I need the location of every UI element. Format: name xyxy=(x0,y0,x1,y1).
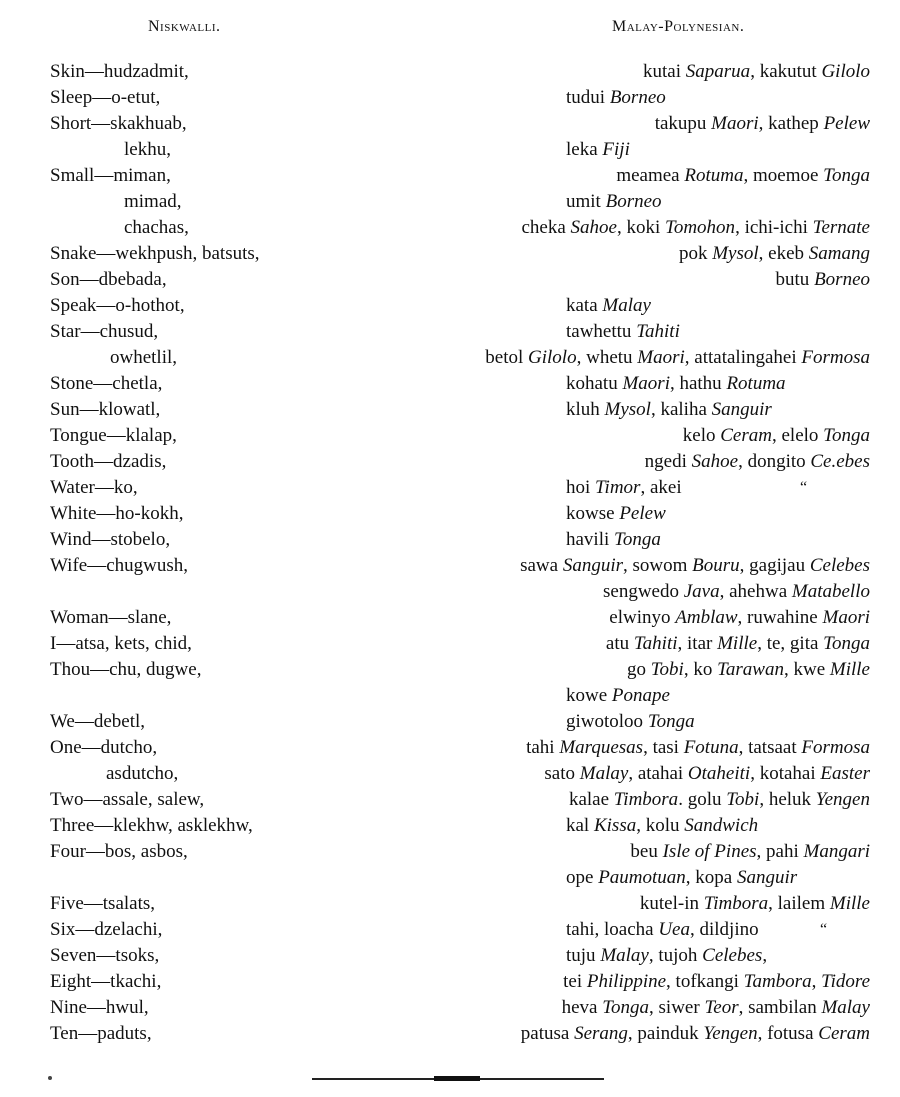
vocabulary-row xyxy=(0,657,900,683)
cognate-word: cheka xyxy=(521,217,571,238)
cognate-word: patusa xyxy=(520,1023,575,1044)
cognate-word: go xyxy=(626,659,651,680)
vocabulary-row xyxy=(0,891,900,917)
language-name: Malay xyxy=(579,763,629,784)
language-name: Tonga xyxy=(647,711,695,732)
cognate-word: , painduk xyxy=(627,1023,704,1044)
language-name: Bouru xyxy=(692,555,740,576)
column-header-niskwalli: Niskwalli. xyxy=(148,18,221,35)
language-name: Malay xyxy=(821,997,870,1018)
cognate-word: , kolu xyxy=(636,815,685,836)
niskwalli-word: Four—bos, asbos, xyxy=(50,841,188,862)
niskwalli-word: Speak—o-hothot, xyxy=(50,295,185,316)
language-name: Tarawan xyxy=(717,659,784,680)
cognate-word: , akei xyxy=(640,477,682,498)
vocabulary-row xyxy=(0,215,900,241)
niskwalli-word: Snake—wekhpush, batsuts, xyxy=(50,243,260,264)
vocabulary-row xyxy=(0,969,900,995)
niskwalli-word: Ten—paduts, xyxy=(50,1023,152,1044)
cognate-word: , fotusa xyxy=(757,1023,819,1044)
cognate-word: ngedi xyxy=(644,451,692,472)
malay-polynesian-cognates xyxy=(627,657,870,683)
cognate-word: , hathu xyxy=(669,373,727,394)
cognate-word: tahi, loacha xyxy=(566,919,659,940)
vocabulary-row xyxy=(0,787,900,813)
cognate-word: umit xyxy=(566,191,606,212)
malay-polynesian-cognates xyxy=(630,839,870,865)
cognate-word: , itar xyxy=(677,633,718,654)
niskwalli-word: Wind—stobelo, xyxy=(50,529,171,550)
language-name: Fiji xyxy=(602,139,630,160)
language-name: Rotuma xyxy=(684,165,744,186)
language-name: Tonga xyxy=(823,633,870,654)
cognate-word: . golu xyxy=(678,789,727,810)
cognate-word: kalae xyxy=(568,789,614,810)
vocabulary-row xyxy=(0,137,900,163)
malay-polynesian-cognates xyxy=(566,371,786,397)
malay-polynesian-cognates xyxy=(566,813,758,839)
language-name: Pelew xyxy=(823,113,870,134)
cognate-word: , kakutut xyxy=(750,61,822,82)
language-name: Sanguir xyxy=(562,555,623,576)
cognate-word: ope xyxy=(566,867,599,888)
malay-polynesian-cognates xyxy=(569,787,870,813)
language-name: Borneo xyxy=(605,191,662,212)
niskwalli-word: Woman—slane, xyxy=(50,607,172,628)
niskwalli-word: owhetlil, xyxy=(110,347,178,368)
niskwalli-word: Two—assale, salew, xyxy=(50,789,205,810)
language-name: Malay xyxy=(600,945,649,966)
cognate-word: tahi xyxy=(526,737,560,758)
cognate-word: kata xyxy=(566,295,603,316)
vocabulary-row xyxy=(0,735,900,761)
vocabulary-row xyxy=(0,839,900,865)
vocabulary-row xyxy=(0,111,900,137)
malay-polynesian-cognates xyxy=(566,85,666,111)
malay-polynesian-cognates xyxy=(566,709,695,735)
cognate-word: sengwedo xyxy=(603,581,684,602)
cognate-word: , gagijau xyxy=(739,555,810,576)
language-name: Formosa xyxy=(801,737,870,758)
niskwalli-word: Three—klekhw, asklekhw, xyxy=(50,815,253,836)
malay-polynesian-cognates xyxy=(566,527,661,553)
niskwalli-word: Tongue—klalap, xyxy=(50,425,177,446)
niskwalli-word: One—dutcho, xyxy=(50,737,158,758)
malay-polynesian-cognates xyxy=(485,345,870,371)
vocabulary-row xyxy=(0,423,900,449)
niskwalli-word: Short—skakhuab, xyxy=(50,113,187,134)
language-name: Maori xyxy=(711,113,759,134)
language-name: Fotuna xyxy=(683,737,739,758)
language-name: Uea xyxy=(658,919,690,940)
language-name: Teor xyxy=(704,997,739,1018)
language-name: Gilolo xyxy=(821,61,870,82)
vocabulary-row xyxy=(0,85,900,111)
language-name: Ponape xyxy=(611,685,670,706)
malay-polynesian-cognates xyxy=(566,943,767,969)
vocabulary-row xyxy=(0,449,900,475)
vocabulary-row xyxy=(0,683,900,709)
niskwalli-word: Seven—tsoks, xyxy=(50,945,160,966)
language-name: Yengen xyxy=(815,789,870,810)
niskwalli-word: Five—tsalats, xyxy=(50,893,156,914)
language-name: Tahiti xyxy=(633,633,678,654)
language-name: Tahiti xyxy=(636,321,680,342)
malay-polynesian-cognates xyxy=(683,423,870,449)
language-name: Mangari xyxy=(803,841,870,862)
malay-polynesian-cognates xyxy=(606,631,870,657)
ink-speck xyxy=(48,1076,52,1080)
malay-polynesian-cognates xyxy=(544,761,870,787)
language-name: Formosa xyxy=(801,347,870,368)
malay-polynesian-cognates xyxy=(640,891,870,917)
language-name: Borneo xyxy=(814,269,870,290)
cognate-word: kohatu xyxy=(566,373,623,394)
cognate-word: hoi xyxy=(566,477,596,498)
cognate-word: , tofkangi xyxy=(666,971,744,992)
vocabulary-row xyxy=(0,605,900,631)
cognate-word: beu xyxy=(630,841,663,862)
cognate-word: betol xyxy=(485,347,529,368)
malay-polynesian-cognates xyxy=(679,241,870,267)
language-name: Mysol xyxy=(712,243,759,264)
language-name: Rotuma xyxy=(726,373,786,394)
language-name: Ceram xyxy=(720,425,772,446)
malay-polynesian-cognates xyxy=(562,995,870,1021)
cognate-word: , tatsaat xyxy=(738,737,802,758)
niskwalli-word: We—debetl, xyxy=(50,711,146,732)
vocabulary-row xyxy=(0,631,900,657)
language-name: Timbora xyxy=(613,789,679,810)
language-name: Otaheiti xyxy=(687,763,751,784)
ditto-mark: “ xyxy=(800,479,808,496)
language-name: Ceram xyxy=(818,1023,870,1044)
language-name: Tonga xyxy=(823,165,870,186)
vocabulary-row xyxy=(0,371,900,397)
cognate-word: kal xyxy=(566,815,594,836)
language-name: Sahoe xyxy=(691,451,739,472)
cognate-word: , ruwahine xyxy=(737,607,823,628)
language-name: Marquesas xyxy=(559,737,644,758)
language-name: Mille xyxy=(829,893,870,914)
vocabulary-row xyxy=(0,267,900,293)
cognate-word: tuju xyxy=(566,945,601,966)
cognate-word: elwinyo xyxy=(609,607,676,628)
cognate-word: kelo xyxy=(682,425,721,446)
malay-polynesian-cognates xyxy=(776,267,870,293)
cognate-word: , pahi xyxy=(756,841,804,862)
cognate-word: , ekeb xyxy=(758,243,809,264)
cognate-word: , kwe xyxy=(783,659,830,680)
language-name: Philippine xyxy=(586,971,667,992)
language-name: Mille xyxy=(717,633,758,654)
vocabulary-row xyxy=(0,709,900,735)
language-name: Ternate xyxy=(812,217,870,238)
malay-polynesian-cognates xyxy=(603,579,870,605)
language-name: Malay xyxy=(602,295,651,316)
cognate-word: kluh xyxy=(566,399,605,420)
cognate-word: kutel-in xyxy=(639,893,704,914)
language-name: Mysol xyxy=(604,399,651,420)
niskwalli-word: asdutcho, xyxy=(106,763,179,784)
cognate-word: , lailem xyxy=(768,893,830,914)
cognate-word: , dongito xyxy=(738,451,811,472)
niskwalli-word: Eight—tkachi, xyxy=(50,971,162,992)
malay-polynesian-cognates xyxy=(521,215,870,241)
cognate-word: , heluk xyxy=(759,789,816,810)
language-name: Tobi xyxy=(726,789,760,810)
vocabulary-row xyxy=(0,501,900,527)
language-name: Ce.ebes xyxy=(810,451,870,472)
language-name: Tonga xyxy=(602,997,650,1018)
malay-polynesian-cognates xyxy=(526,735,870,761)
cognate-word: kowse xyxy=(566,503,620,524)
niskwalli-word: Thou—chu, dugwe, xyxy=(50,659,202,680)
cognate-word: , ichi-ichi xyxy=(735,217,813,238)
vocabulary-row xyxy=(0,761,900,787)
cognate-word: , sambilan xyxy=(738,997,822,1018)
cognate-word: giwotoloo xyxy=(566,711,648,732)
vocabulary-row xyxy=(0,189,900,215)
vocabulary-row xyxy=(0,579,900,605)
cognate-word: havili xyxy=(566,529,615,550)
language-name: Sahoe xyxy=(570,217,617,238)
cognate-word: sawa xyxy=(520,555,563,576)
cognate-word: atu xyxy=(605,633,634,654)
language-name: Celebes xyxy=(702,945,763,966)
niskwalli-word: Water—ko, xyxy=(50,477,138,498)
malay-polynesian-cognates xyxy=(566,189,662,215)
language-name: Pelew xyxy=(619,503,666,524)
vocabulary-row xyxy=(0,241,900,267)
cognate-word: , xyxy=(811,971,822,992)
cognate-word: , moemoe xyxy=(743,165,824,186)
niskwalli-word: chachas, xyxy=(124,217,189,238)
cognate-word: , sowom xyxy=(623,555,693,576)
malay-polynesian-cognates xyxy=(566,397,772,423)
language-name: Tidore xyxy=(821,971,870,992)
language-name: Isle of Pines xyxy=(662,841,757,862)
language-name: Tobi xyxy=(650,659,684,680)
cognate-word: tei xyxy=(563,971,587,992)
malay-polynesian-cognates xyxy=(616,163,870,189)
vocabulary-row xyxy=(0,163,900,189)
cognate-word: kowe xyxy=(566,685,612,706)
language-name: Mille xyxy=(829,659,870,680)
niskwalli-word: Stone—chetla, xyxy=(50,373,163,394)
cognate-word: , dildjino xyxy=(689,919,759,940)
column-header-malay-polynesian: Malay-Polynesian. xyxy=(612,18,745,35)
niskwalli-word: Six—dzelachi, xyxy=(50,919,163,940)
cognate-word: , tujoh xyxy=(648,945,703,966)
language-name: Serang xyxy=(574,1023,628,1044)
niskwalli-word: I—atsa, kets, chid, xyxy=(50,633,192,654)
malay-polynesian-cognates xyxy=(609,605,870,631)
cognate-word: , ko xyxy=(683,659,718,680)
cognate-word: , koki xyxy=(616,217,666,238)
cognate-word: meamea xyxy=(616,165,685,186)
language-name: Tonga xyxy=(614,529,661,550)
malay-polynesian-cognates xyxy=(520,553,870,579)
language-name: Kissa xyxy=(593,815,637,836)
language-name: Celebes xyxy=(809,555,870,576)
cognate-word: , whetu xyxy=(576,347,638,368)
language-name: Samang xyxy=(808,243,870,264)
language-name: Maori xyxy=(822,607,870,628)
language-name: Timbora xyxy=(703,893,769,914)
language-name: Java xyxy=(683,581,720,602)
niskwalli-word: Wife—chugwush, xyxy=(50,555,189,576)
vocabulary-row xyxy=(0,917,900,943)
cognate-word: , te, gita xyxy=(757,633,824,654)
vocabulary-row xyxy=(0,553,900,579)
language-name: Matabello xyxy=(791,581,870,602)
malay-polynesian-cognates xyxy=(645,449,870,475)
language-name: Gilolo xyxy=(528,347,577,368)
cognate-word: tawhettu xyxy=(566,321,637,342)
cognate-word: heva xyxy=(561,997,603,1018)
language-name: Saparua xyxy=(685,61,751,82)
niskwalli-word: Sun—klowatl, xyxy=(50,399,161,420)
cognate-word: , kotahai xyxy=(750,763,821,784)
language-name: Maori xyxy=(622,373,670,394)
cognate-word: kutai xyxy=(643,61,686,82)
cognate-word: leka xyxy=(566,139,603,160)
niskwalli-word: Star—chusud, xyxy=(50,321,159,342)
vocabulary-row xyxy=(0,527,900,553)
niskwalli-word: lekhu, xyxy=(124,139,171,160)
cognate-word: butu xyxy=(775,269,815,290)
language-name: Sanguir xyxy=(711,399,772,420)
malay-polynesian-cognates xyxy=(566,293,651,319)
malay-polynesian-cognates xyxy=(643,59,870,85)
ditto-mark: “ xyxy=(820,921,828,938)
vocabulary-row xyxy=(0,1021,900,1047)
language-name: Tambora xyxy=(743,971,812,992)
language-name: Easter xyxy=(820,763,870,784)
vocabulary-row xyxy=(0,995,900,1021)
vocabulary-row xyxy=(0,943,900,969)
language-name: Sandwich xyxy=(684,815,759,836)
vocabulary-row xyxy=(0,813,900,839)
language-name: Tonga xyxy=(823,425,870,446)
malay-polynesian-cognates xyxy=(566,917,759,943)
cognate-word: , atahai xyxy=(628,763,688,784)
cognate-word: , elelo xyxy=(771,425,824,446)
niskwalli-word: Skin—hudzadmit, xyxy=(50,61,189,82)
malay-polynesian-cognates xyxy=(566,683,670,709)
language-name: Paumotuan xyxy=(598,867,686,888)
niskwalli-word: Nine—hwul, xyxy=(50,997,149,1018)
cognate-word: , siwer xyxy=(649,997,705,1018)
vocabulary-row xyxy=(0,865,900,891)
malay-polynesian-cognates xyxy=(566,137,630,163)
cognate-word: , tasi xyxy=(643,737,684,758)
language-name: Sanguir xyxy=(736,867,798,888)
language-name: Timor xyxy=(595,477,641,498)
vocabulary-row xyxy=(0,319,900,345)
malay-polynesian-cognates xyxy=(566,475,682,501)
cognate-word: tudui xyxy=(566,87,610,108)
cognate-word: sato xyxy=(544,763,580,784)
malay-polynesian-cognates xyxy=(563,969,870,995)
cognate-word: pok xyxy=(678,243,713,264)
cognate-word: , kaliha xyxy=(650,399,712,420)
vocabulary-row xyxy=(0,293,900,319)
vocabulary-row xyxy=(0,59,900,85)
vocabulary-row xyxy=(0,397,900,423)
malay-polynesian-cognates xyxy=(521,1021,870,1047)
language-name: Borneo xyxy=(609,87,666,108)
vocabulary-row xyxy=(0,345,900,371)
malay-polynesian-cognates xyxy=(566,501,666,527)
cognate-word: , kathep xyxy=(758,113,824,134)
niskwalli-word: Tooth—dzadis, xyxy=(50,451,167,472)
language-name: Yengen xyxy=(703,1023,758,1044)
cognate-word: , ahehwa xyxy=(719,581,792,602)
cognate-word: , kopa xyxy=(685,867,737,888)
niskwalli-word: Sleep—o-etut, xyxy=(50,87,161,108)
end-rule xyxy=(312,1076,604,1082)
language-name: Tomohon xyxy=(665,217,736,238)
language-name: Maori xyxy=(637,347,685,368)
niskwalli-word: mimad, xyxy=(124,191,182,212)
malay-polynesian-cognates xyxy=(655,111,870,137)
cognate-word: , xyxy=(762,945,768,966)
cognate-word: takupu xyxy=(654,113,712,134)
cognate-word: , attatalingahei xyxy=(684,347,802,368)
malay-polynesian-cognates xyxy=(566,865,797,891)
niskwalli-word: White—ho-kokh, xyxy=(50,503,184,524)
vocabulary-row xyxy=(0,475,900,501)
language-name: Amblaw xyxy=(675,607,738,628)
niskwalli-word: Small—miman, xyxy=(50,165,171,186)
malay-polynesian-cognates xyxy=(566,319,680,345)
niskwalli-word: Son—dbebada, xyxy=(50,269,167,290)
